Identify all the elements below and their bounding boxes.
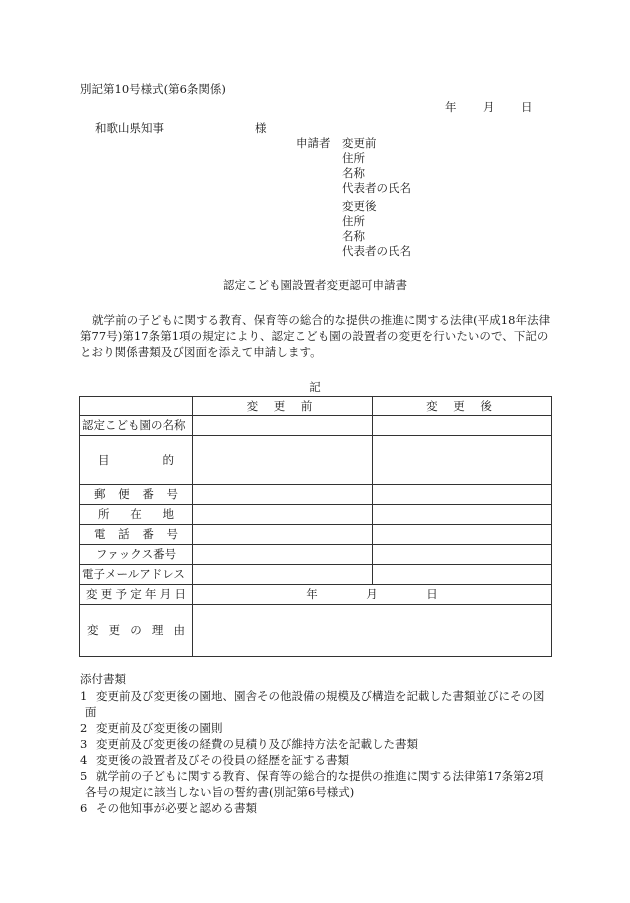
before-representative-label: 代表者の氏名 [342,181,411,195]
address-before-cell[interactable] [193,505,373,525]
list-item-continuation: 各号の規定に該当しない旨の誓約書(別記第6号様式) [85,785,355,799]
table-row-purpose [80,436,552,485]
application-date [445,100,533,115]
table-header-row [80,397,552,416]
purpose-after-cell[interactable] [373,436,552,485]
facility-name-before-cell[interactable] [193,416,373,436]
intro-paragraph: 就学前の子どもに関する教育、保育等の総合的な提供の推進に関する法律(平成18年法律第77号)第17条第1項の規定により、認定こども園の設置者の変更を行いたいので、下記のとおり関係書類及び図面を添えて申請します。 [80,313,551,359]
reason-char: 理 [151,623,164,638]
list-item [80,720,560,736]
phone-before-cell[interactable] [193,525,373,545]
purpose-char: 目 [98,452,110,467]
reason-char: 由 [173,623,185,638]
table-row-facility-name [80,416,552,436]
date-year-label: 年 [445,100,457,114]
reason-char: の [130,623,142,638]
postal-code-before-cell[interactable] [193,485,373,505]
postal-char: 号 [166,487,178,502]
item-text: 就学前の子どもに関する教育、保育等の総合的な提供の推進に関する法律第17条第2項 [96,769,544,783]
planned-date-char: 予 [115,587,127,602]
planned-date-char: 年 [145,587,157,602]
list-item-continuation: 面 [85,705,97,719]
item-text: 変更前及び変更後の園則 [96,721,223,735]
phone-char: 号 [166,527,178,542]
before-address-label: 住所 [342,151,365,165]
phone-char: 電 [94,527,106,542]
attachments-list [80,688,560,816]
fax-before-cell[interactable] [193,545,373,565]
row-label-planned-date [80,585,193,605]
list-item [80,800,560,816]
email-after-cell[interactable] [373,565,552,585]
item-number: 6 [80,801,88,815]
after-name-label: 名称 [342,229,365,243]
item-text: その他知事が必要と認める書類 [96,801,257,815]
before-heading: 変更前 [342,136,377,150]
planned-date-month: 月 [366,587,378,602]
reason-char: 更 [108,623,121,638]
purpose-char: 的 [162,452,174,467]
address-char: 所 [98,507,110,522]
list-item [80,752,560,768]
row-label-postal-code [80,485,193,505]
after-representative-label: 代表者の氏名 [342,244,411,258]
row-label-phone [80,525,193,545]
postal-char: 便 [118,487,130,502]
item-text: 変更後の設置者及びその役員の経歴を証する書類 [96,753,349,767]
header-after: 変 更 後 [373,397,552,416]
header-before: 変 更 前 [193,397,373,416]
row-label-fax: ファックス番号 [80,545,193,565]
email-before-cell[interactable] [193,565,373,585]
change-details-table [79,396,552,657]
list-item [80,736,560,752]
postal-char: 郵 [94,487,106,502]
date-day-label: 日 [521,100,533,114]
row-label-purpose [80,436,193,485]
header-blank-cell [80,397,193,416]
postal-code-after-cell[interactable] [373,485,552,505]
item-number: 4 [80,753,88,767]
attachments-heading: 添付書類 [80,672,126,686]
date-month-label: 月 [483,100,495,114]
planned-date-day: 日 [426,587,438,602]
after-address-label: 住所 [342,214,365,228]
table-row-postal-code [80,485,552,505]
list-item [80,768,560,784]
table-row-phone [80,525,552,545]
table-row-planned-date [80,585,552,605]
before-name-label: 名称 [342,166,365,180]
phone-char: 話 [118,527,130,542]
item-number: 5 [80,769,88,783]
applicant-before [342,136,411,196]
postal-char: 番 [142,487,154,502]
planned-date-char: 定 [130,587,142,602]
reason-char: 変 [87,623,99,638]
table-row-reason [80,605,552,657]
list-item [80,688,560,704]
addressee [95,121,267,136]
address-char: 地 [162,507,174,522]
applicant-label: 申請者 [296,136,331,150]
after-heading: 変更後 [342,199,377,213]
item-text: 変更前及び変更後の経費の見積り及び維持方法を記載した書類 [96,737,418,751]
item-number: 1 [80,689,88,703]
table-row-fax [80,545,552,565]
planned-date-char: 日 [174,587,186,602]
honorific: 様 [255,121,267,135]
row-label-reason [80,605,193,657]
addressee-name: 和歌山県知事 [95,121,164,135]
table-row-email [80,565,552,585]
item-number: 3 [80,737,88,751]
row-label-email: 電子メールアドレス [80,565,193,585]
form-reference: 別記第10号様式(第6条関係) [80,82,226,96]
applicant-after [342,199,411,259]
planned-date-year: 年 [306,587,318,602]
row-label-address [80,505,193,525]
item-text: 変更前及び変更後の園地、園舎その他設備の規模及び構造を記載した書類並びにその図 [96,689,545,703]
facility-name-after-cell[interactable] [373,416,552,436]
document-title: 認定こども園設置者変更認可申請書 [223,278,407,292]
reason-cell[interactable] [193,605,552,657]
table-row-address [80,505,552,525]
planned-date-char: 更 [100,587,113,602]
phone-char: 番 [142,527,154,542]
address-after-cell[interactable] [373,505,552,525]
row-label-facility-name: 認定こども園の名称 [80,416,193,436]
fax-after-cell[interactable] [373,545,552,565]
planned-date-char: 変 [86,587,98,602]
phone-after-cell[interactable] [373,525,552,545]
planned-date-char: 月 [159,587,172,602]
ki-heading: 記 [309,380,321,394]
planned-date-cell[interactable] [193,585,552,605]
item-number: 2 [80,721,88,735]
purpose-before-cell[interactable] [193,436,373,485]
address-char: 在 [130,507,142,522]
